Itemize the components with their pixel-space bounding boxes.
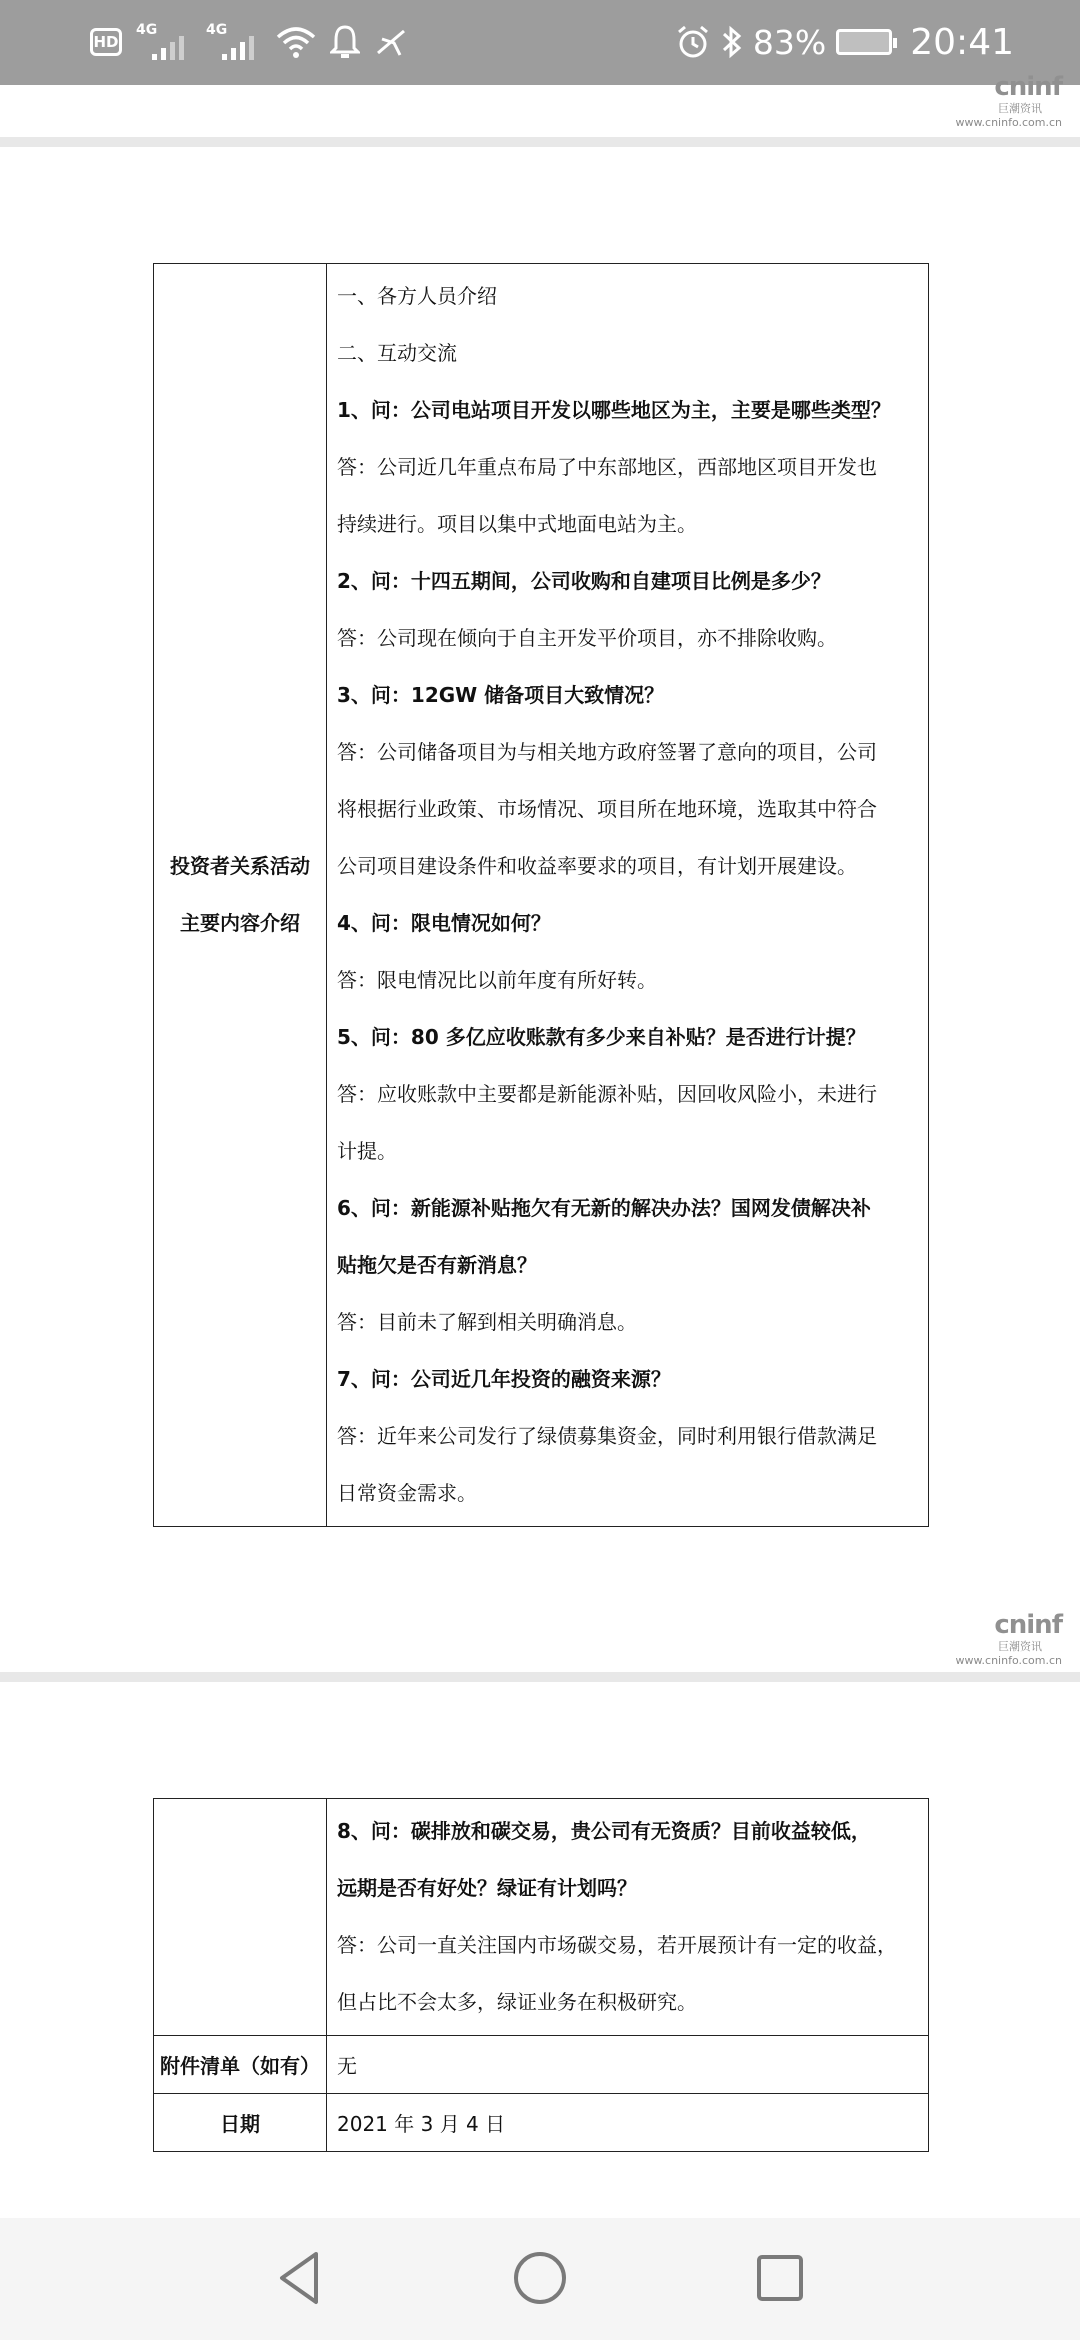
answer-line: 二、互动交流 — [337, 341, 457, 365]
answer-line: 答：应收账款中主要都是新能源补贴，因回收风险小，未进行 — [337, 1082, 877, 1106]
signal-4g-icon-2 — [206, 22, 262, 62]
answer-line: 答：公司近几年重点布局了中东部地区，西部地区项目开发也 — [337, 455, 877, 479]
page-separator — [0, 137, 1080, 147]
date-value-text: 2021 年 3 月 4 日 — [337, 2112, 506, 2136]
battery-icon — [836, 29, 892, 55]
answer-line: 将根据行业政策、市场情况、项目所在地环境，选取其中符合 — [337, 797, 877, 821]
back-triangle-icon[interactable] — [270, 2248, 330, 2308]
answer-line: 但占比不会太多，绿证业务在积极研究。 — [337, 1990, 697, 2014]
question-line: 2、问：十四五期间，公司收购和自建项目比例是多少？ — [337, 569, 831, 593]
date-label: 日期 — [154, 2094, 327, 2152]
table-label-cell-empty — [154, 1799, 327, 2036]
question-line: 6、问：新能源补贴拖欠有无新的解决办法？国网发债解决补 — [337, 1196, 871, 1220]
cninfo-chinese: 巨潮资讯 — [998, 102, 1042, 115]
question-line: 7、问：公司近几年投资的融资来源？ — [337, 1367, 671, 1391]
net-label-1: 4G — [136, 22, 158, 38]
answer-line: 答：公司一直关注国内市场碳交易，若开展预计有一定的收益， — [337, 1933, 897, 1957]
answer-line: 公司项目建设条件和收益率要求的项目，有计划开展建设。 — [337, 854, 857, 878]
question-line: 贴拖欠是否有新消息？ — [337, 1253, 537, 1277]
status-bar — [0, 0, 1080, 85]
status-left-icons — [90, 20, 408, 64]
cninfo-logo: cninf — [994, 1610, 1062, 1640]
cninfo-watermark-top — [952, 72, 1062, 129]
recents-square-icon[interactable] — [750, 2248, 810, 2308]
cninfo-watermark-mid — [952, 1610, 1062, 1667]
question-line: 3、问：12GW 储备项目大致情况？ — [337, 683, 665, 707]
question-line: 4、问：限电情况如何？ — [337, 911, 551, 935]
answer-line: 持续进行。项目以集中式地面电站为主。 — [337, 512, 697, 536]
answer-line: 答：公司储备项目为与相关地方政府签署了意向的项目，公司 — [337, 740, 877, 764]
bluetooth-icon — [721, 24, 743, 60]
airplane-off-icon — [374, 25, 408, 59]
attachment-value — [327, 2036, 929, 2094]
clock-time: 20:41 — [910, 21, 1014, 63]
table-content-cell — [327, 264, 929, 1527]
bell-icon — [330, 24, 360, 60]
net-label-2: 4G — [206, 22, 228, 38]
battery-percent: 83% — [752, 22, 827, 62]
label-line: 投资者关系活动 — [170, 854, 310, 878]
answer-line: 答：近年来公司发行了绿债募集资金，同时利用银行借款满足 — [337, 1424, 877, 1448]
question-line: 1、问：公司电站项目开发以哪些地区为主，主要是哪些类型？ — [337, 398, 891, 422]
cninfo-logo: cninf — [994, 72, 1062, 102]
attachment-label: 附件清单（如有） — [154, 2036, 327, 2094]
status-right-icons — [675, 18, 1014, 66]
cninfo-url: www.cninfo.com.cn — [955, 116, 1062, 129]
answer-line: 答：公司现在倾向于自主开发平价项目，亦不排除收购。 — [337, 626, 837, 650]
page-separator — [0, 1672, 1080, 1682]
answer-line: 答：目前未了解到相关明确消息。 — [337, 1310, 637, 1334]
signal-4g-icon — [136, 22, 192, 62]
label-line: 主要内容介绍 — [180, 911, 300, 935]
cninfo-url: www.cninfo.com.cn — [955, 1654, 1062, 1667]
table-content-cell — [327, 1799, 929, 2036]
table-label-cell — [154, 264, 327, 1527]
answer-line: 一、各方人员介绍 — [337, 284, 497, 308]
answer-line: 答：限电情况比以前年度有所好转。 — [337, 968, 657, 992]
cninfo-chinese: 巨潮资讯 — [998, 1640, 1042, 1653]
content-table-2 — [153, 1798, 929, 2152]
question-line: 8、问：碳排放和碳交易，贵公司有无资质？目前收益较低， — [337, 1819, 871, 1843]
home-circle-icon[interactable] — [510, 2248, 570, 2308]
question-line: 远期是否有好处？绿证有计划吗？ — [337, 1876, 637, 1900]
hd-icon: HD — [90, 28, 122, 56]
content-table-1 — [153, 263, 929, 1527]
answer-line: 日常资金需求。 — [337, 1481, 477, 1505]
alarm-icon — [675, 24, 711, 60]
attachment-value-text: 无 — [337, 2054, 357, 2078]
navigation-bar — [0, 2218, 1080, 2340]
question-line: 5、问：80 多亿应收账款有多少来自补贴？是否进行计提？ — [337, 1025, 866, 1049]
wifi-icon — [276, 25, 316, 59]
answer-line: 计提。 — [337, 1139, 397, 1163]
date-value — [327, 2094, 929, 2152]
